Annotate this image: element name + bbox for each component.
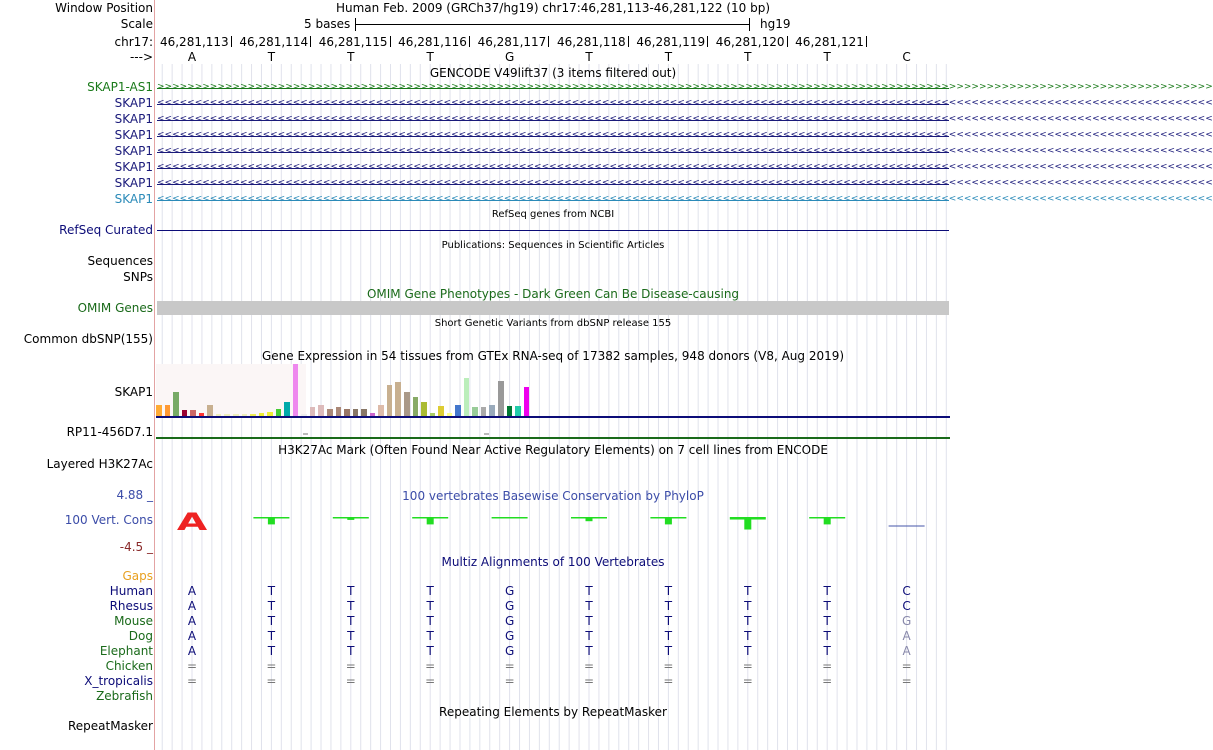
multiz-aligned-base: =: [504, 659, 515, 673]
gtex-tissue-bar[interactable]: [353, 409, 359, 416]
coordinate-tick: [787, 36, 788, 47]
gtex-tissue-bar[interactable]: [310, 407, 316, 416]
label-separator: [154, 0, 155, 750]
conservation-min-label: -4.5 _: [119, 540, 153, 554]
multiz-aligned-base: G: [504, 584, 515, 598]
multiz-aligned-base: =: [425, 659, 436, 673]
multiz-aligned-base: =: [425, 674, 436, 688]
gtex-title[interactable]: Gene Expression in 54 tissues from GTEx RNA-seq of 17382 samples, 948 donors (V8, Aug 2019): [261, 349, 845, 363]
conservation-label[interactable]: 100 Vert. Cons: [64, 513, 153, 527]
conservation-logo-letter: [492, 517, 528, 519]
gtex-tissue-bar[interactable]: [438, 406, 444, 416]
coordinate-tick: [548, 36, 549, 47]
multiz-aligned-base: T: [426, 614, 434, 628]
gencode-transcript-label[interactable]: SKAP1: [114, 144, 153, 158]
gtex-tissue-bar[interactable]: [489, 405, 495, 416]
multiz-aligned-base: T: [347, 644, 355, 658]
refseq-title[interactable]: RefSeq genes from NCBI: [491, 209, 615, 220]
coordinate-label: 46,281,120: [715, 35, 785, 49]
sequence-base[interactable]: T: [823, 50, 831, 64]
scale-label: Scale: [120, 17, 153, 31]
gencode-transcript-label[interactable]: SKAP1-AS1: [87, 80, 153, 94]
multiz-aligned-base: =: [583, 674, 595, 688]
gtex-lnc-mark: [484, 433, 489, 435]
coordinate-label: 46,281,115: [318, 35, 388, 49]
multiz-aligned-base: =: [583, 659, 595, 673]
multiz-aligned-base: T: [585, 629, 593, 643]
multiz-species-label[interactable]: Zebrafish: [96, 689, 153, 703]
multiz-species-label[interactable]: X_tropicalis: [84, 674, 153, 688]
multiz-aligned-base: G: [504, 614, 515, 628]
multiz-aligned-base: T: [426, 644, 434, 658]
multiz-aligned-base: A: [187, 614, 197, 628]
multiz-aligned-base: T: [267, 629, 276, 643]
multiz-aligned-base: G: [901, 614, 912, 628]
multiz-aligned-base: T: [744, 584, 752, 598]
chrom-label: chr17:: [114, 35, 153, 49]
multiz-aligned-base: A: [902, 629, 911, 643]
multiz-aligned-base: G: [504, 599, 515, 613]
multiz-species-label[interactable]: Dog: [128, 629, 153, 643]
refseq-label[interactable]: RefSeq Curated: [59, 223, 153, 237]
gtex-tissue-bar[interactable]: [378, 405, 384, 416]
multiz-aligned-base: =: [266, 659, 277, 673]
gencode-transcript-label[interactable]: SKAP1: [114, 96, 153, 110]
omim-label[interactable]: OMIM Genes: [77, 301, 153, 315]
scale-bar-left-tick: [355, 18, 356, 31]
gencode-transcript-label[interactable]: SKAP1: [114, 112, 153, 126]
gtex-tissue-bar[interactable]: [344, 409, 350, 416]
multiz-aligned-base: T: [585, 599, 593, 613]
omim-bar[interactable]: [157, 301, 949, 315]
gencode-strand-arrows: <<<<<<<<<<<<<<<<<<<<<<<<<<<<<<<<<<<<<<<<<<<<<<<<<<<<<<<<<<<<<<<<<<<<<<<<<<<<<<<<<<<<<<<<<<<<<<<<<<<<<<<<<<<<<<<<<<<<<<<<<<<<<<<<<<<<<<<<<<<<: [157, 130, 1213, 140]
multiz-aligned-base: T: [664, 644, 673, 658]
gencode-strand-arrows: <<<<<<<<<<<<<<<<<<<<<<<<<<<<<<<<<<<<<<<<<<<<<<<<<<<<<<<<<<<<<<<<<<<<<<<<<<<<<<<<<<<<<<<<<<<<<<<<<<<<<<<<<<<<<<<<<<<<<<<<<<<<<<<<<<<<<<<<<<<<: [157, 194, 1213, 204]
multiz-aligned-base: T: [267, 644, 276, 658]
conservation-logo-letter: [571, 517, 607, 521]
multiz-aligned-base: G: [504, 644, 515, 658]
multiz-aligned-base: T: [823, 644, 831, 658]
coordinate-tick: [310, 36, 311, 47]
gencode-strand-arrows: <<<<<<<<<<<<<<<<<<<<<<<<<<<<<<<<<<<<<<<<<<<<<<<<<<<<<<<<<<<<<<<<<<<<<<<<<<<<<<<<<<<<<<<<<<<<<<<<<<<<<<<<<<<<<<<<<<<<<<<<<<<<<<<<<<<<<<<<<<<<: [157, 146, 1213, 156]
gtex-lnc-line: [156, 437, 950, 439]
multiz-aligned-base: =: [742, 674, 753, 688]
gtex-lnc-label[interactable]: RP11-456D7.1: [66, 425, 153, 439]
coordinate-label: 46,281,113: [159, 35, 229, 49]
multiz-aligned-base: T: [823, 584, 831, 598]
gtex-tissue-bar[interactable]: [421, 402, 427, 416]
scale-value: 5 bases: [304, 17, 351, 31]
multiz-aligned-base: T: [744, 629, 752, 643]
conservation-logo-letter: [809, 517, 845, 524]
dbsnp-label[interactable]: Common dbSNP(155): [23, 332, 153, 346]
gtex-tissue-bar[interactable]: [395, 382, 401, 416]
gtex-tissue-bar[interactable]: [173, 392, 179, 416]
window-position-label: Window Position: [55, 1, 153, 15]
scale-bar: [355, 24, 749, 25]
coordinate-label: 46,281,119: [636, 35, 706, 49]
gtex-tissue-bar[interactable]: [507, 406, 513, 416]
window-position-value: Human Feb. 2009 (GRCh37/hg19) chr17:46,281,113-46,281,122 (10 bp): [335, 1, 770, 15]
multiz-gaps-label[interactable]: Gaps: [122, 569, 153, 583]
h3k27ac-title[interactable]: H3K27Ac Mark (Often Found Near Active Regulatory Elements) on 7 cell lines from ENCODE: [278, 443, 828, 457]
gtex-lnc-mark: [303, 433, 308, 435]
conservation-logo-letter: [730, 517, 766, 530]
gtex-tissue-bar[interactable]: [284, 402, 290, 416]
gtex-tissue-bar[interactable]: [515, 406, 521, 416]
gtex-tissue-bar[interactable]: [327, 409, 333, 416]
conservation-logo-letter: [333, 517, 369, 520]
coordinate-tick: [390, 36, 391, 47]
coordinate-tick: [866, 36, 867, 47]
multiz-aligned-base: C: [902, 599, 911, 613]
h3k27ac-label[interactable]: Layered H3K27Ac: [46, 457, 153, 471]
conservation-plot[interactable]: [156, 500, 950, 540]
multiz-aligned-base: =: [901, 659, 912, 673]
multiz-species-label[interactable]: Elephant: [99, 644, 153, 658]
multiz-aligned-base: T: [585, 644, 593, 658]
gencode-transcript-label[interactable]: SKAP1: [114, 128, 153, 142]
multiz-species-label[interactable]: Rhesus: [109, 599, 153, 613]
gtex-tissue-bar[interactable]: [361, 409, 367, 416]
multiz-aligned-base: T: [585, 614, 593, 628]
sequence-base[interactable]: T: [664, 50, 673, 64]
multiz-aligned-base: C: [902, 584, 911, 598]
coordinate-label: 46,281,121: [795, 35, 864, 49]
multiz-aligned-base: =: [901, 674, 912, 688]
multiz-aligned-base: T: [347, 584, 355, 598]
sequence-base[interactable]: T: [585, 50, 593, 64]
conservation-title[interactable]: 100 vertebrates Basewise Conservation by PhyloP: [402, 489, 704, 503]
publications-sequences-label[interactable]: Sequences: [87, 254, 153, 268]
multiz-species-label[interactable]: Chicken: [105, 659, 153, 673]
conservation-logo-letter: [412, 517, 448, 524]
gtex-tissue-bar[interactable]: [524, 387, 530, 416]
scale-bar-right-tick: [749, 18, 750, 31]
gencode-strand-arrows: >>>>>>>>>>>>>>>>>>>>>>>>>>>>>>>>>>>>>>>>>>>>>>>>>>>>>>>>>>>>>>>>>>>>>>>>>>>>>>>>>>>>>>>>>>>>>>>>>>>>>>>>>>>>>>>>>>>>>>>>>>>>>>>>>>>>>>>>>>>>: [157, 82, 1213, 92]
gtex-tissue-bar[interactable]: [318, 405, 324, 416]
coordinate-tick: [469, 36, 470, 47]
multiz-aligned-base: =: [663, 674, 674, 688]
scale-assembly: hg19: [760, 17, 791, 31]
coordinate-tick: [231, 36, 232, 47]
multiz-aligned-base: A: [187, 629, 197, 643]
multiz-aligned-base: =: [345, 659, 356, 673]
gencode-title[interactable]: GENCODE V49lift37 (3 items filtered out): [429, 66, 677, 80]
multiz-aligned-base: A: [902, 644, 911, 658]
multiz-aligned-base: T: [823, 599, 831, 613]
multiz-aligned-base: T: [585, 584, 593, 598]
gtex-tissue-bar[interactable]: [293, 364, 299, 416]
conservation-logo-letter: [650, 517, 686, 524]
multiz-aligned-base: T: [267, 584, 276, 598]
dbsnp-title[interactable]: Short Genetic Variants from dbSNP release 155: [434, 318, 672, 329]
publications-snps-label[interactable]: SNPs: [123, 270, 153, 284]
multiz-aligned-base: =: [822, 674, 833, 688]
gtex-tissue-bar[interactable]: [387, 385, 393, 416]
conservation-logo-letter: [253, 517, 289, 524]
multiz-aligned-base: =: [504, 674, 515, 688]
sequence-base[interactable]: C: [902, 50, 911, 64]
gtex-tissue-bar[interactable]: [413, 397, 419, 416]
publications-title[interactable]: Publications: Sequences in Scientific Articles: [441, 240, 665, 251]
multiz-aligned-base: A: [187, 644, 197, 658]
gencode-strand-arrows: <<<<<<<<<<<<<<<<<<<<<<<<<<<<<<<<<<<<<<<<<<<<<<<<<<<<<<<<<<<<<<<<<<<<<<<<<<<<<<<<<<<<<<<<<<<<<<<<<<<<<<<<<<<<<<<<<<<<<<<<<<<<<<<<<<<<<<<<<<<<: [157, 178, 1213, 188]
multiz-aligned-base: T: [664, 629, 673, 643]
gtex-tissue-bar[interactable]: [481, 407, 487, 416]
gencode-strand-arrows: <<<<<<<<<<<<<<<<<<<<<<<<<<<<<<<<<<<<<<<<<<<<<<<<<<<<<<<<<<<<<<<<<<<<<<<<<<<<<<<<<<<<<<<<<<<<<<<<<<<<<<<<<<<<<<<<<<<<<<<<<<<<<<<<<<<<<<<<<<<<: [157, 162, 1213, 172]
multiz-aligned-base: T: [426, 629, 434, 643]
multiz-aligned-base: =: [663, 659, 674, 673]
gencode-transcript-label[interactable]: SKAP1: [114, 160, 153, 174]
coordinate-label: 46,281,114: [239, 35, 309, 49]
multiz-aligned-base: T: [744, 599, 752, 613]
repeatmasker-title[interactable]: Repeating Elements by RepeatMasker: [439, 705, 667, 719]
gtex-tissue-bar[interactable]: [336, 407, 342, 416]
multiz-title[interactable]: Multiz Alignments of 100 Vertebrates: [441, 555, 665, 569]
strand-label: --->: [129, 50, 153, 64]
coordinate-label: 46,281,116: [398, 35, 467, 49]
sequence-base[interactable]: T: [426, 50, 434, 64]
sequence-base[interactable]: T: [744, 50, 752, 64]
repeatmasker-label[interactable]: RepeatMasker: [67, 719, 153, 733]
multiz-aligned-base: T: [347, 614, 355, 628]
coordinate-tick: [707, 36, 708, 47]
multiz-aligned-base: T: [823, 614, 831, 628]
coordinate-label: 46,281,117: [477, 35, 547, 49]
multiz-aligned-base: G: [504, 629, 515, 643]
multiz-species-label[interactable]: Human: [109, 584, 153, 598]
multiz-aligned-base: T: [347, 599, 355, 613]
conservation-logo-letter: A: [176, 507, 208, 536]
sequence-base[interactable]: T: [347, 50, 355, 64]
gencode-transcript-label[interactable]: SKAP1: [114, 176, 153, 190]
gtex-tissue-bar[interactable]: [165, 405, 171, 416]
multiz-aligned-base: =: [822, 659, 833, 673]
gtex-tissue-bar[interactable]: [498, 381, 504, 416]
multiz-aligned-base: T: [347, 629, 355, 643]
sequence-base[interactable]: T: [267, 50, 276, 64]
sequence-base[interactable]: A: [187, 50, 197, 64]
gtex-tissue-bar[interactable]: [472, 407, 478, 416]
multiz-aligned-base: T: [664, 614, 673, 628]
gtex-tissue-bar[interactable]: [276, 409, 282, 416]
multiz-aligned-base: =: [345, 674, 356, 688]
multiz-aligned-base: =: [186, 659, 198, 673]
multiz-aligned-base: =: [742, 659, 753, 673]
multiz-aligned-base: T: [664, 599, 673, 613]
gtex-tissue-bar[interactable]: [455, 405, 461, 416]
gencode-transcript-label[interactable]: SKAP1: [114, 192, 153, 206]
multiz-aligned-base: A: [187, 584, 197, 598]
sequence-base[interactable]: G: [504, 50, 515, 64]
multiz-aligned-base: T: [744, 614, 752, 628]
gtex-baseline: [156, 416, 950, 418]
multiz-species-label[interactable]: Mouse: [114, 614, 153, 628]
conservation-max-label: 4.88 _: [116, 488, 153, 502]
multiz-aligned-base: T: [664, 584, 673, 598]
multiz-aligned-base: T: [267, 599, 276, 613]
multiz-aligned-base: T: [267, 614, 276, 628]
multiz-aligned-base: =: [266, 674, 277, 688]
coordinate-tick: [628, 36, 629, 47]
gtex-tissue-bar[interactable]: [464, 378, 470, 416]
multiz-aligned-base: T: [426, 584, 434, 598]
omim-title[interactable]: OMIM Gene Phenotypes - Dark Green Can Be Disease-causing: [366, 287, 740, 301]
multiz-aligned-base: A: [187, 599, 197, 613]
gtex-tissue-bar[interactable]: [156, 405, 162, 416]
gencode-strand-arrows: <<<<<<<<<<<<<<<<<<<<<<<<<<<<<<<<<<<<<<<<<<<<<<<<<<<<<<<<<<<<<<<<<<<<<<<<<<<<<<<<<<<<<<<<<<<<<<<<<<<<<<<<<<<<<<<<<<<<<<<<<<<<<<<<<<<<<<<<<<<<: [157, 98, 1213, 108]
gtex-tissue-bar[interactable]: [404, 392, 410, 416]
multiz-aligned-base: =: [186, 674, 198, 688]
multiz-aligned-base: T: [744, 644, 752, 658]
coordinate-label: 46,281,118: [556, 35, 626, 49]
multiz-aligned-base: T: [426, 599, 434, 613]
gencode-strand-arrows: <<<<<<<<<<<<<<<<<<<<<<<<<<<<<<<<<<<<<<<<<<<<<<<<<<<<<<<<<<<<<<<<<<<<<<<<<<<<<<<<<<<<<<<<<<<<<<<<<<<<<<<<<<<<<<<<<<<<<<<<<<<<<<<<<<<<<<<<<<<<: [157, 114, 1213, 124]
gtex-tissue-bar[interactable]: [207, 405, 213, 416]
gtex-gene-label[interactable]: SKAP1: [114, 385, 153, 399]
multiz-aligned-base: T: [823, 629, 831, 643]
refseq-gene-line[interactable]: [157, 230, 949, 231]
